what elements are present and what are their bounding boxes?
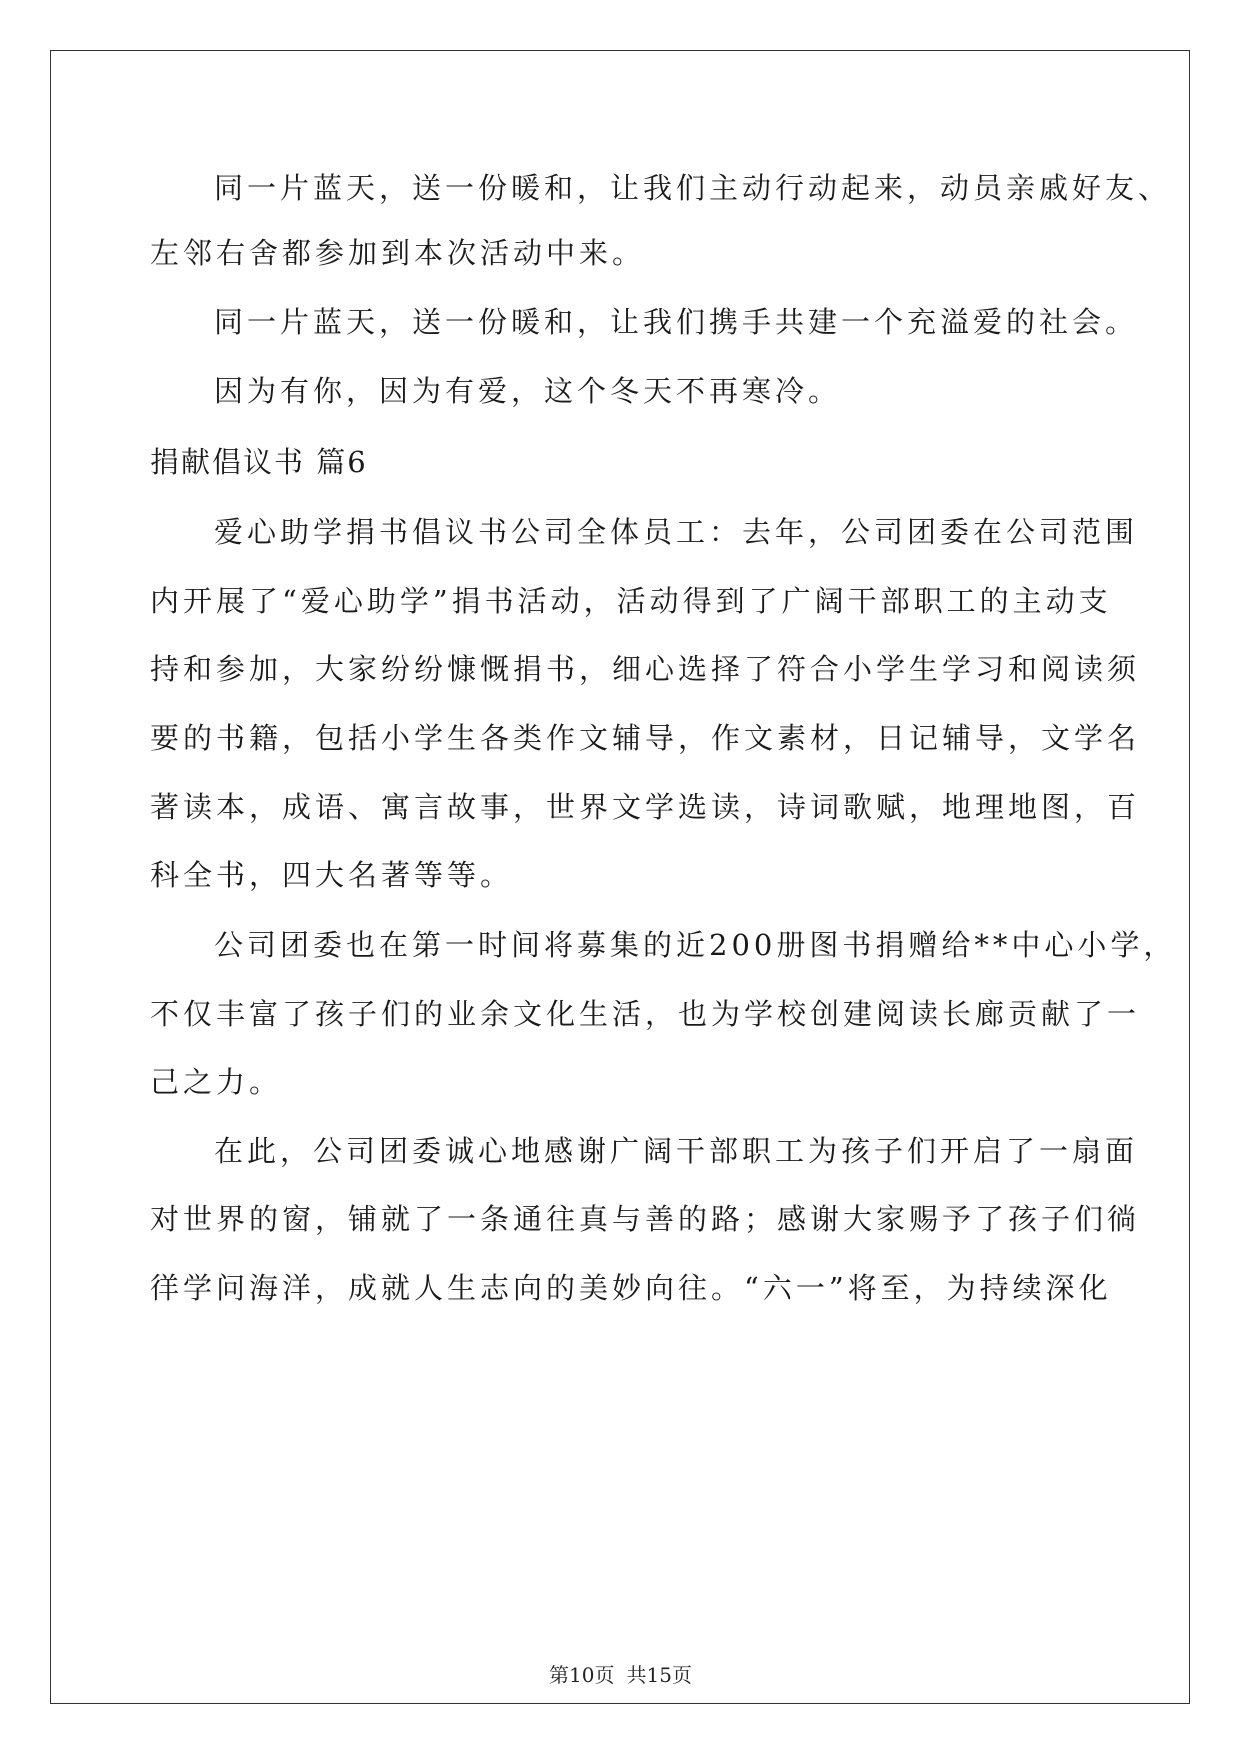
paragraph-line: 同一片蓝天，送一份暖和，让我们携手共建一个充溢爱的社会。 [214,305,1139,339]
section-heading: 捐献倡议书 篇6 [150,445,368,479]
paragraph-line: 徉学问海洋，成就人生志向的美妙向往。“六一”将至，为持续深化 [150,1271,1112,1305]
paragraph-line: 著读本，成语、寓言故事，世界文学选读，诗词歌赋，地理地图，百 [150,790,1141,824]
paragraph-line: 内开展了“爱心助学”捐书活动，活动得到了广阔干部职工的主动支 [150,584,1112,618]
paragraph-line: 己之力。 [150,1065,283,1099]
paragraph-line: 在此，公司团委诚心地感谢广阔干部职工为孩子们开启了一扇面 [214,1134,1139,1168]
paragraph-line: 不仅丰富了孩子们的业余文化生活，也为学校创建阅读长廊贡献了一 [150,997,1141,1031]
paragraph-line: 对世界的窗，铺就了一条通往真与善的路；感谢大家赐予了孩子们徜 [150,1202,1141,1236]
paragraph-line: 爱心助学捐书倡议书公司全体员工：去年，公司团委在公司范围 [214,515,1139,549]
page-number: 第10页 [549,1663,615,1687]
paragraph-line: 左邻右舍都参加到本次活动中来。 [150,236,646,270]
paragraph-line: 要的书籍，包括小学生各类作文辅导，作文素材，日记辅导，文学名 [150,721,1141,755]
paragraph-line: 因为有你，因为有爱，这个冬天不再寒冷。 [214,374,842,408]
paragraph-line: 同一片蓝天，送一份暖和，让我们主动行动起来，动员亲戚好友、 [214,171,1172,205]
page-footer [0,1663,1241,1687]
paragraph-line: 持和参加，大家纷纷慷慨捐书，细心选择了符合小学生学习和阅读须 [150,652,1141,686]
paragraph-line: 公司团委也在第一时间将募集的近200册图书捐赠给**中心小学， [214,928,1177,962]
paragraph-line: 科全书，四大名著等等。 [150,858,514,892]
page-total: 共15页 [626,1663,692,1687]
